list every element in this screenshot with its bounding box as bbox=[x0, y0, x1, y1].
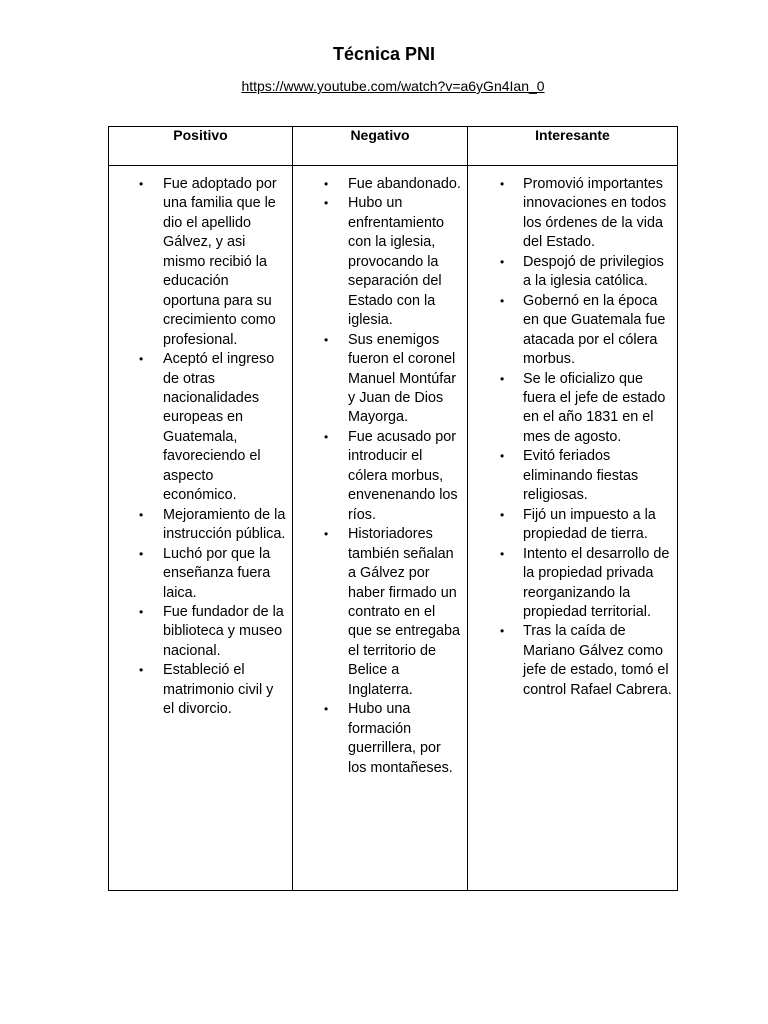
header-negativo: Negativo bbox=[293, 127, 468, 166]
list-item-text: Fue acusado por introducir el cólera morbus, envenenando los ríos. bbox=[348, 428, 458, 523]
bullet-icon: • bbox=[139, 177, 144, 191]
list-item bbox=[500, 447, 673, 505]
column-positivo bbox=[109, 166, 293, 891]
list-item-text: Hubo una formación guerrillera, por los montañeses. bbox=[348, 701, 453, 776]
list-item-text: Evitó feriados eliminando fiestas religiosas. bbox=[523, 448, 639, 504]
list-item-text: Se le oficializo que fuera el jefe de estado en el año 1831 en el mes de agosto. bbox=[523, 370, 666, 445]
list-item bbox=[139, 661, 286, 719]
list-item bbox=[500, 545, 673, 623]
interesante-list bbox=[468, 166, 677, 700]
list-item bbox=[139, 545, 286, 603]
youtube-link[interactable]: https://www.youtube.com/watch?v=a6yGn4Ian_0 bbox=[241, 78, 545, 94]
list-item bbox=[139, 603, 286, 661]
list-item bbox=[500, 175, 673, 253]
list-item bbox=[139, 350, 286, 506]
bullet-icon: • bbox=[324, 177, 329, 191]
list-item-text: Promovió importantes innovaciones en todos los órdenes de la vida del Estado. bbox=[523, 176, 667, 251]
table-body-row bbox=[109, 166, 678, 891]
list-item bbox=[500, 506, 673, 545]
pni-table bbox=[108, 126, 678, 891]
bullet-icon: • bbox=[500, 371, 505, 386]
list-item-text: Mejoramiento de la instrucción pública. bbox=[163, 506, 286, 543]
list-item-text: Historiadores también señalan a Gálvez por haber firmado un contrato en el que se entregaba el territorio de Belice a Inglaterra. bbox=[348, 526, 461, 698]
bullet-icon: • bbox=[324, 196, 329, 211]
list-item bbox=[139, 506, 286, 545]
column-negativo bbox=[293, 166, 468, 891]
list-item bbox=[324, 428, 463, 525]
table-header-row bbox=[109, 127, 678, 166]
bullet-icon: • bbox=[500, 546, 505, 561]
list-item-text: Fue abandonado. bbox=[348, 176, 461, 192]
list-item-text: Fijó un impuesto a la propiedad de tierra. bbox=[523, 506, 656, 543]
list-item bbox=[500, 253, 673, 292]
list-item-text: Gobernó en la época en que Guatemala fue atacada por el cólera morbus. bbox=[523, 292, 666, 368]
list-item-text: Tras la caída de Mariano Gálvez como jefe de estado, tomó el control Rafael Cabrera. bbox=[523, 623, 672, 698]
column-interesante bbox=[468, 166, 678, 891]
list-item bbox=[324, 194, 463, 330]
list-item bbox=[324, 700, 463, 778]
list-item bbox=[324, 175, 463, 194]
list-item bbox=[500, 292, 673, 370]
list-item-text: Sus enemigos fueron el coronel Manuel Montúfar y Juan de Dios Mayorga. bbox=[348, 331, 456, 426]
bullet-icon: • bbox=[324, 527, 329, 542]
list-item bbox=[324, 331, 463, 428]
list-item-text: Fue fundador de la biblioteca y museo nacional. bbox=[163, 603, 284, 659]
header-interesante: Interesante bbox=[468, 127, 678, 166]
page-title: Técnica PNI bbox=[332, 44, 436, 64]
bullet-icon: • bbox=[139, 604, 144, 619]
list-item bbox=[139, 175, 286, 350]
bullet-icon: • bbox=[139, 507, 144, 522]
list-item-text: Aceptó el ingreso de otras nacionalidades europeas en Guatemala, favoreciendo el aspecto económico. bbox=[163, 351, 275, 504]
bullet-icon: • bbox=[500, 449, 505, 464]
bullet-icon: • bbox=[324, 429, 329, 444]
bullet-icon: • bbox=[139, 663, 144, 678]
bullet-icon: • bbox=[500, 507, 505, 522]
list-item-text: Estableció el matrimonio civil y el divorcio. bbox=[163, 662, 274, 718]
list-item-text: Despojó de privilegios a la iglesia católica. bbox=[523, 253, 664, 290]
bullet-icon: • bbox=[500, 177, 505, 191]
bullet-icon: • bbox=[500, 624, 505, 639]
negativo-list bbox=[293, 166, 467, 778]
list-item bbox=[324, 525, 463, 700]
bullet-icon: • bbox=[139, 352, 144, 367]
bullet-icon: • bbox=[500, 293, 505, 308]
list-item-text: Fue adoptado por una familia que le dio el apellido Gálvez, y asi mismo recibió la educación oportuna para su crecimiento como profesional. bbox=[163, 176, 277, 348]
list-item-text: Hubo un enfrentamiento con la iglesia, provocando la separación del Estado con la iglesia. bbox=[348, 195, 444, 329]
list-item-text: Luchó por que la enseñanza fuera laica. bbox=[163, 545, 271, 601]
list-item-text: Intento el desarrollo de la propiedad privada reorganizando la propiedad territorial. bbox=[523, 545, 670, 620]
bullet-icon: • bbox=[500, 254, 505, 269]
header-positivo: Positivo bbox=[109, 127, 293, 166]
list-item bbox=[500, 622, 673, 700]
list-item bbox=[500, 370, 673, 448]
positivo-list bbox=[109, 166, 292, 720]
bullet-icon: • bbox=[139, 546, 144, 561]
bullet-icon: • bbox=[324, 702, 329, 717]
bullet-icon: • bbox=[324, 332, 329, 347]
